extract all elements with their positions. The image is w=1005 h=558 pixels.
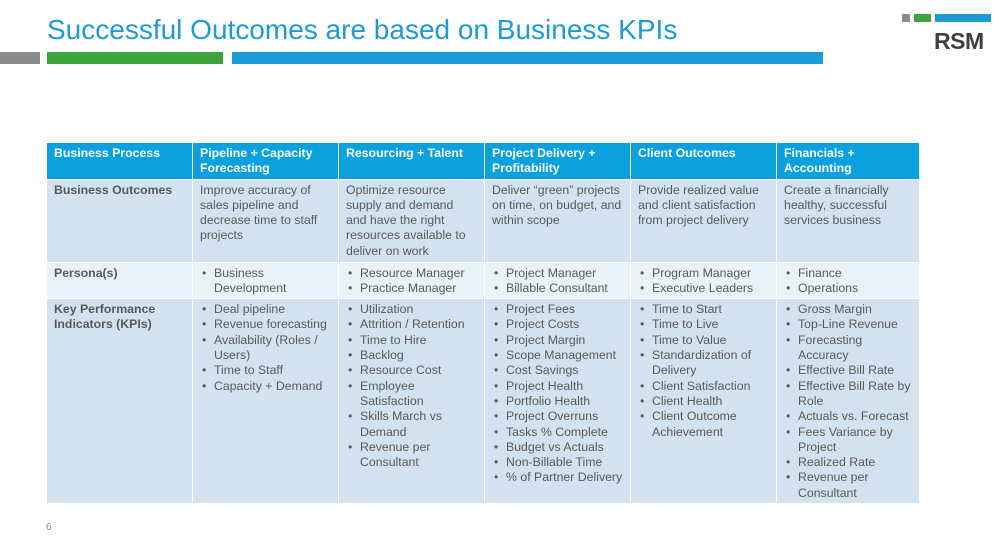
list-item: • Standardization of Delivery	[638, 348, 769, 379]
column-header: Project Delivery + Profitability	[485, 143, 631, 180]
list-item: • Time to Start	[638, 302, 769, 317]
kpi-table	[46, 142, 920, 504]
list-item: • Project Overruns	[492, 409, 623, 424]
list-item: • Forecasting Accuracy	[784, 333, 912, 364]
list-item: • Business Development	[200, 266, 331, 297]
table-cell: Provide realized value and client satisfaction from project delivery	[631, 179, 777, 262]
list-item: • Time to Staff	[200, 363, 331, 378]
kpis-row	[47, 299, 920, 504]
table-cell	[777, 262, 920, 299]
list-item: • Skills March vs Demand	[346, 409, 477, 440]
table-cell	[485, 262, 631, 299]
list-item: • Revenue forecasting	[200, 317, 331, 332]
list-item: • Portfolio Health	[492, 394, 623, 409]
logo-square-gray	[902, 14, 910, 22]
list-item: • Attrition / Retention	[346, 317, 477, 332]
row-label: Business Outcomes	[47, 179, 193, 262]
table-cell	[631, 262, 777, 299]
personas-row	[47, 262, 920, 299]
list-item: • Project Fees	[492, 302, 623, 317]
list-item: • Employee Satisfaction	[346, 379, 477, 410]
list-item: • Fees Variance by Project	[784, 425, 912, 456]
list-item: • % of Partner Delivery	[492, 470, 623, 485]
logo-square-blue	[935, 14, 991, 22]
list-item: • Revenue per Consultant	[784, 470, 912, 501]
table-cell: Create a financially healthy, successful services business	[777, 179, 920, 262]
bullet-list	[638, 266, 769, 297]
list-item: • Billable Consultant	[492, 281, 623, 296]
accent-bar-green	[47, 52, 223, 64]
bullet-list	[638, 302, 769, 440]
list-item: • Non-Billable Time	[492, 455, 623, 470]
list-item: • Resource Cost	[346, 363, 477, 378]
bullet-list	[200, 302, 331, 394]
bullet-list	[346, 302, 477, 470]
list-item: • Scope Management	[492, 348, 623, 363]
list-item: • Project Manager	[492, 266, 623, 281]
list-item: • Client Health	[638, 394, 769, 409]
list-item: • Cost Savings	[492, 363, 623, 378]
list-item: • Time to Hire	[346, 333, 477, 348]
list-item: • Program Manager	[638, 266, 769, 281]
list-item: • Project Costs	[492, 317, 623, 332]
list-item: • Availability (Roles / Users)	[200, 333, 331, 364]
column-header: Resourcing + Talent	[339, 143, 485, 180]
list-item: • Client Satisfaction	[638, 379, 769, 394]
list-item: • Operations	[784, 281, 912, 296]
list-item: • Resource Manager	[346, 266, 477, 281]
row-label: Key Performance Indicators (KPIs)	[47, 299, 193, 504]
business-outcomes-row	[47, 179, 920, 262]
table-cell	[193, 299, 339, 504]
table-cell	[485, 299, 631, 504]
bullet-list	[346, 266, 477, 297]
page-number: 6	[46, 522, 52, 533]
table-cell: Optimize resource supply and demand and have the right resources available to deliver on work	[339, 179, 485, 262]
table-cell	[339, 299, 485, 504]
list-item: • Time to Value	[638, 333, 769, 348]
list-item: • Revenue per Consultant	[346, 440, 477, 471]
accent-bar-blue	[232, 52, 823, 64]
bullet-list	[492, 302, 623, 486]
bullet-list	[492, 266, 623, 297]
list-item: • Gross Margin	[784, 302, 912, 317]
list-item: • Tasks % Complete	[492, 425, 623, 440]
table-cell: Improve accuracy of sales pipeline and decrease time to staff projects	[193, 179, 339, 262]
column-header: Client Outcomes	[631, 143, 777, 180]
list-item: • Budget vs Actuals	[492, 440, 623, 455]
list-item: • Capacity + Demand	[200, 379, 331, 394]
bullet-list	[784, 266, 912, 297]
list-item: • Project Margin	[492, 333, 623, 348]
column-header: Pipeline + Capacity Forecasting	[193, 143, 339, 180]
table-cell	[631, 299, 777, 504]
list-item: • Deal pipeline	[200, 302, 331, 317]
list-item: • Realized Rate	[784, 455, 912, 470]
list-item: • Top-Line Revenue	[784, 317, 912, 332]
table-header-row	[47, 143, 920, 180]
column-header: Business Process	[47, 143, 193, 180]
table-cell	[339, 262, 485, 299]
list-item: • Actuals vs. Forecast	[784, 409, 912, 424]
table-cell	[777, 299, 920, 504]
list-item: • Time to Live	[638, 317, 769, 332]
list-item: • Finance	[784, 266, 912, 281]
slide-title: Successful Outcomes are based on Business KPIs	[47, 14, 678, 45]
logo-square-green	[914, 14, 931, 22]
list-item: • Project Health	[492, 379, 623, 394]
rsm-logo	[900, 12, 992, 56]
accent-bar-gray	[0, 52, 40, 64]
list-item: • Effective Bill Rate by Role	[784, 379, 912, 410]
row-label: Persona(s)	[47, 262, 193, 299]
column-header: Financials + Accounting	[777, 143, 920, 180]
list-item: • Effective Bill Rate	[784, 363, 912, 378]
list-item: • Client Outcome Achievement	[638, 409, 769, 440]
table-cell	[193, 262, 339, 299]
logo-text: RSM	[934, 28, 984, 54]
list-item: • Practice Manager	[346, 281, 477, 296]
list-item: • Utilization	[346, 302, 477, 317]
table-cell: Deliver “green” projects on time, on budget, and within scope	[485, 179, 631, 262]
bullet-list	[200, 266, 331, 297]
list-item: • Backlog	[346, 348, 477, 363]
list-item: • Executive Leaders	[638, 281, 769, 296]
bullet-list	[784, 302, 912, 501]
